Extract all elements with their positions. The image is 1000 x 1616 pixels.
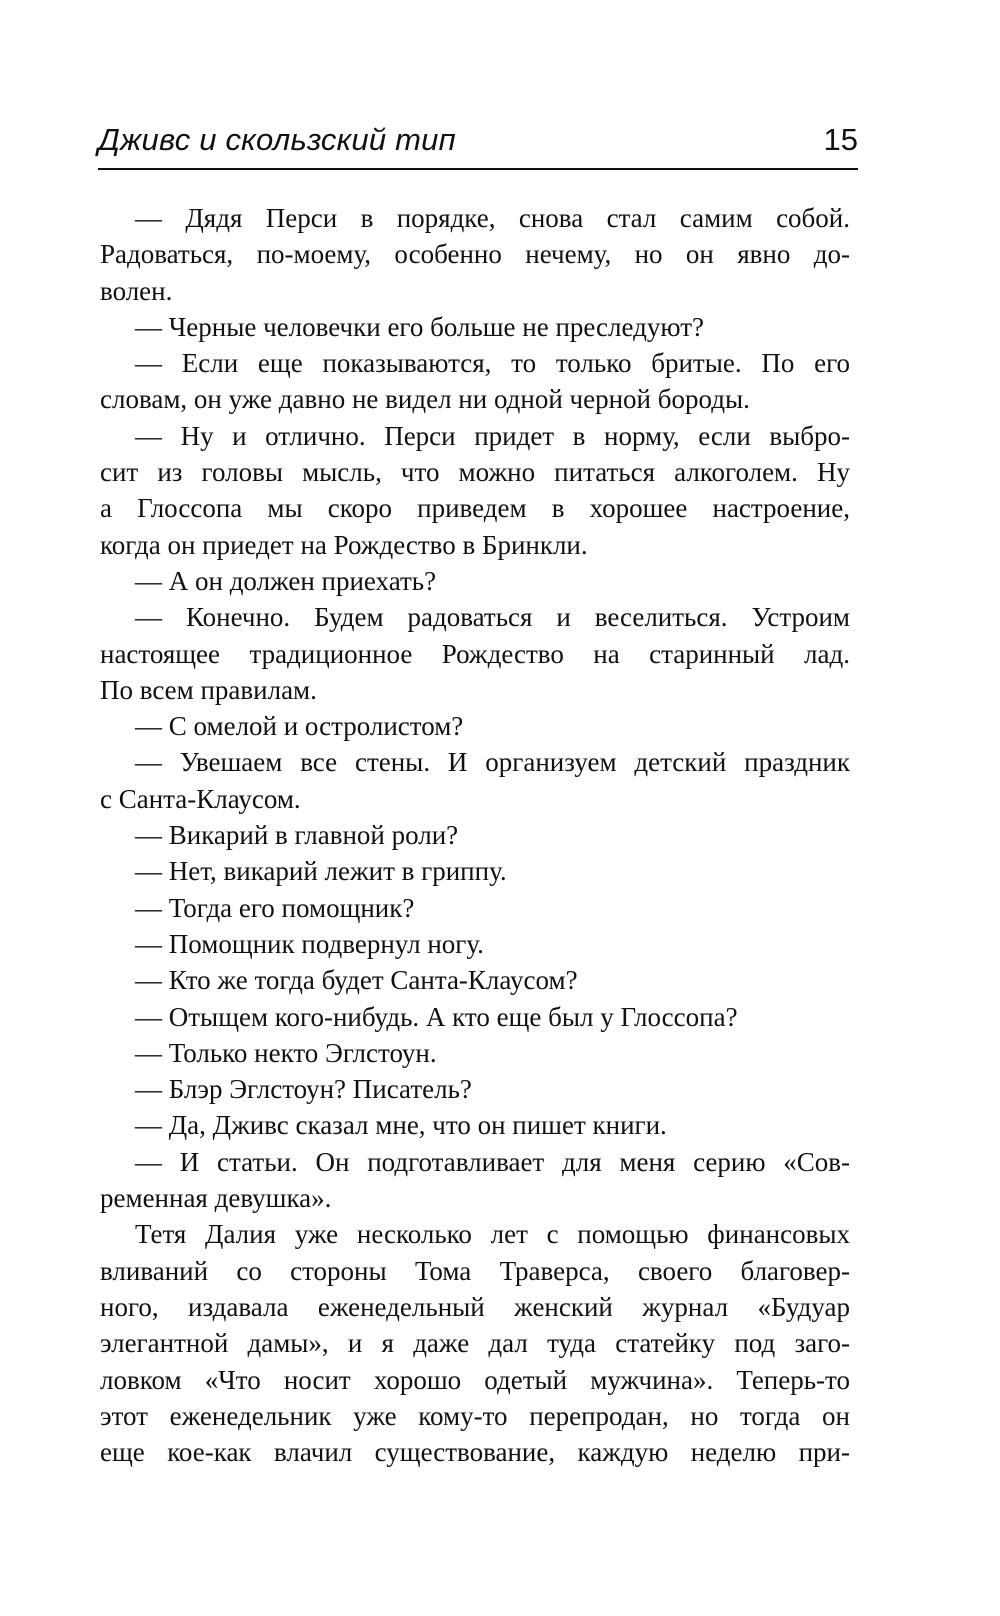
paragraph-first-line: — Блэр Эглстоун? Писатель? [135, 1074, 472, 1105]
paragraph-first-line: — Кто же тогда будет Санта-Клаусом? [135, 965, 578, 996]
paragraph-first-line: — Увешаем все стены. И организуем детский праздник [135, 747, 850, 778]
paragraph-first-line: — Викарий в главной роли? [135, 820, 459, 851]
paragraph-first-line: — Тогда его помощник? [135, 892, 415, 923]
text-line: Радоваться, по-моему, особенно нечему, но он явно до- [100, 239, 850, 270]
text-line: настоящее традиционное Рождество на старинный лад. [100, 638, 850, 669]
text-line: еще кое-как влачил существование, каждую неделю при- [100, 1437, 850, 1468]
paragraph-first-line: — А он должен приехать? [135, 565, 437, 596]
paragraph-first-line: — Да, Дживс сказал мне, что он пишет книги. [135, 1110, 667, 1141]
body-text [100, 200, 850, 1470]
text-line: ного, издавала еженедельный женский журнал «Будуар [100, 1291, 850, 1322]
paragraph-first-line: — Конечно. Будем радоваться и веселиться. Устроим [135, 602, 850, 633]
paragraph-first-line: — Помощник подвернул ногу. [135, 928, 484, 959]
text-line: ременная девушка». [100, 1183, 332, 1214]
text-line: ловком «Что носит хорошо одетый мужчина». Теперь-то [100, 1364, 850, 1395]
running-head [98, 120, 858, 170]
running-title: Дживс и скользский тип [98, 122, 456, 157]
text-line: По всем правилам. [100, 674, 317, 705]
paragraph-first-line: — С омелой и остролистом? [135, 711, 464, 742]
text-line: когда он приедет на Рождество в Бринкли. [100, 529, 588, 560]
paragraph-first-line: — И статьи. Он подготавливает для меня серию «Сов- [135, 1146, 850, 1177]
paragraph-first-line: Тетя Далия уже несколько лет с помощью финансовых [135, 1219, 850, 1250]
text-line: сит из головы мысль, что можно питаться алкоголем. Ну [100, 457, 850, 488]
paragraph-first-line: — Черные человечки его больше не преследуют? [135, 311, 704, 342]
text-line: элегантной дамы», и я даже дал туда статейку под заго- [100, 1328, 850, 1359]
text-line: этот еженедельник уже кому-то перепродан, но тогда он [100, 1400, 850, 1431]
page-number: 15 [823, 122, 858, 157]
text-line: вливаний со стороны Тома Траверса, своего благовер- [100, 1255, 850, 1286]
paragraph-first-line: — Только некто Эглстоун. [135, 1037, 437, 1068]
paragraph-first-line: — Нет, викарий лежит в гриппу. [135, 856, 507, 887]
paragraph-first-line: — Ну и отлично. Перси придет в норму, если выбро- [135, 420, 850, 451]
paragraph-first-line: — Если еще показываются, то только бритые. По его [135, 348, 850, 379]
paragraph-first-line: — Отыщем кого-нибудь. А кто еще был у Глоссопа? [135, 1001, 738, 1032]
text-line: волен. [100, 275, 173, 306]
paragraph-first-line: — Дядя Перси в порядке, снова стал самим собой. [135, 203, 850, 233]
text-line: с Санта-Клаусом. [100, 783, 301, 814]
text-line: а Глоссопа мы скоро приведем в хорошее настроение, [100, 493, 850, 524]
text-line: словам, он уже давно не видел ни одной черной бороды. [100, 384, 750, 415]
